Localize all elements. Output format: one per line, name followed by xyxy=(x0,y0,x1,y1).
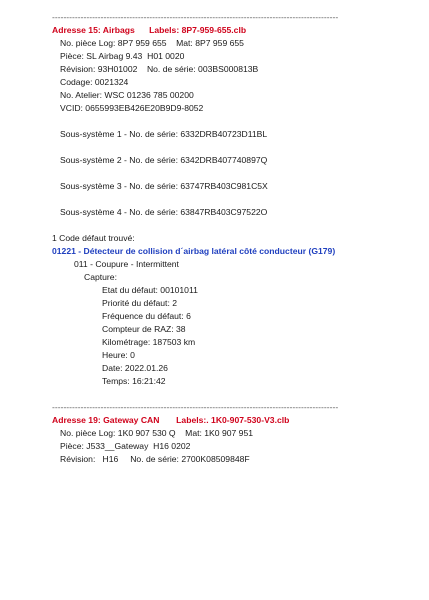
module-19-revision: Révision: H16 No. de série: 2700K08509848F xyxy=(60,454,250,464)
capture-label: Capture: xyxy=(84,272,117,282)
module-15-part-number: No. pièce Log: 8P7 959 655 Mat: 8P7 959 655 xyxy=(60,38,244,48)
subsystem-3: Sous-système 3 - No. de série: 63747RB403C981C5X xyxy=(60,181,268,191)
separator-top: ---------------------------------------------------------------------------------------------------- xyxy=(52,12,339,22)
module-15-vcid: VCID: 0655993EB426E20B9D9-8052 xyxy=(60,103,204,113)
capture-fault-frequency: Fréquence du défaut: 6 xyxy=(102,311,191,321)
fault-subtype: 011 - Coupure - Intermittent xyxy=(74,259,179,269)
subsystem-1: Sous-système 1 - No. de série: 6332DRB40723D11BL xyxy=(60,129,268,139)
module-15-workshop: No. Atelier: WSC 01236 785 00200 xyxy=(60,90,194,100)
module-15-coding: Codage: 0021324 xyxy=(60,77,129,87)
separator-middle: ---------------------------------------------------------------------------------------------------- xyxy=(52,402,339,412)
capture-date: Date: 2022.01.26 xyxy=(102,363,168,373)
fault-code: 01221 - Détecteur de collision d´airbag latéral côté conducteur (G179) xyxy=(52,246,336,256)
subsystem-4: Sous-système 4 - No. de série: 63847RB403C97522O xyxy=(60,207,268,217)
module-15-header: Adresse 15: Airbags Labels: 8P7-959-655.clb xyxy=(52,25,247,35)
capture-fault-state: Etat du défaut: 00101011 xyxy=(102,285,198,295)
capture-time: Temps: 16:21:42 xyxy=(102,376,166,386)
module-19-part-number: No. pièce Log: 1K0 907 530 Q Mat: 1K0 907 951 xyxy=(60,428,254,438)
capture-hour: Heure: 0 xyxy=(102,350,135,360)
module-15-component: Pièce: SL Airbag 9.43 H01 0020 xyxy=(60,51,185,61)
module-15-revision: Révision: 93H01002 No. de série: 003BS000813B xyxy=(60,64,259,74)
capture-mileage: Kilométrage: 187503 km xyxy=(102,337,196,347)
fault-count: 1 Code défaut trouvé: xyxy=(52,233,135,243)
module-19-component: Pièce: J533__Gateway H16 0202 xyxy=(60,441,191,451)
module-19-header: Adresse 19: Gateway CAN Labels:. 1K0-907-530-V3.clb xyxy=(52,415,290,425)
subsystem-2: Sous-système 2 - No. de série: 6342DRB407740897Q xyxy=(60,155,268,165)
capture-reset-counter: Compteur de RAZ: 38 xyxy=(102,324,186,334)
capture-fault-priority: Priorité du défaut: 2 xyxy=(102,298,178,308)
